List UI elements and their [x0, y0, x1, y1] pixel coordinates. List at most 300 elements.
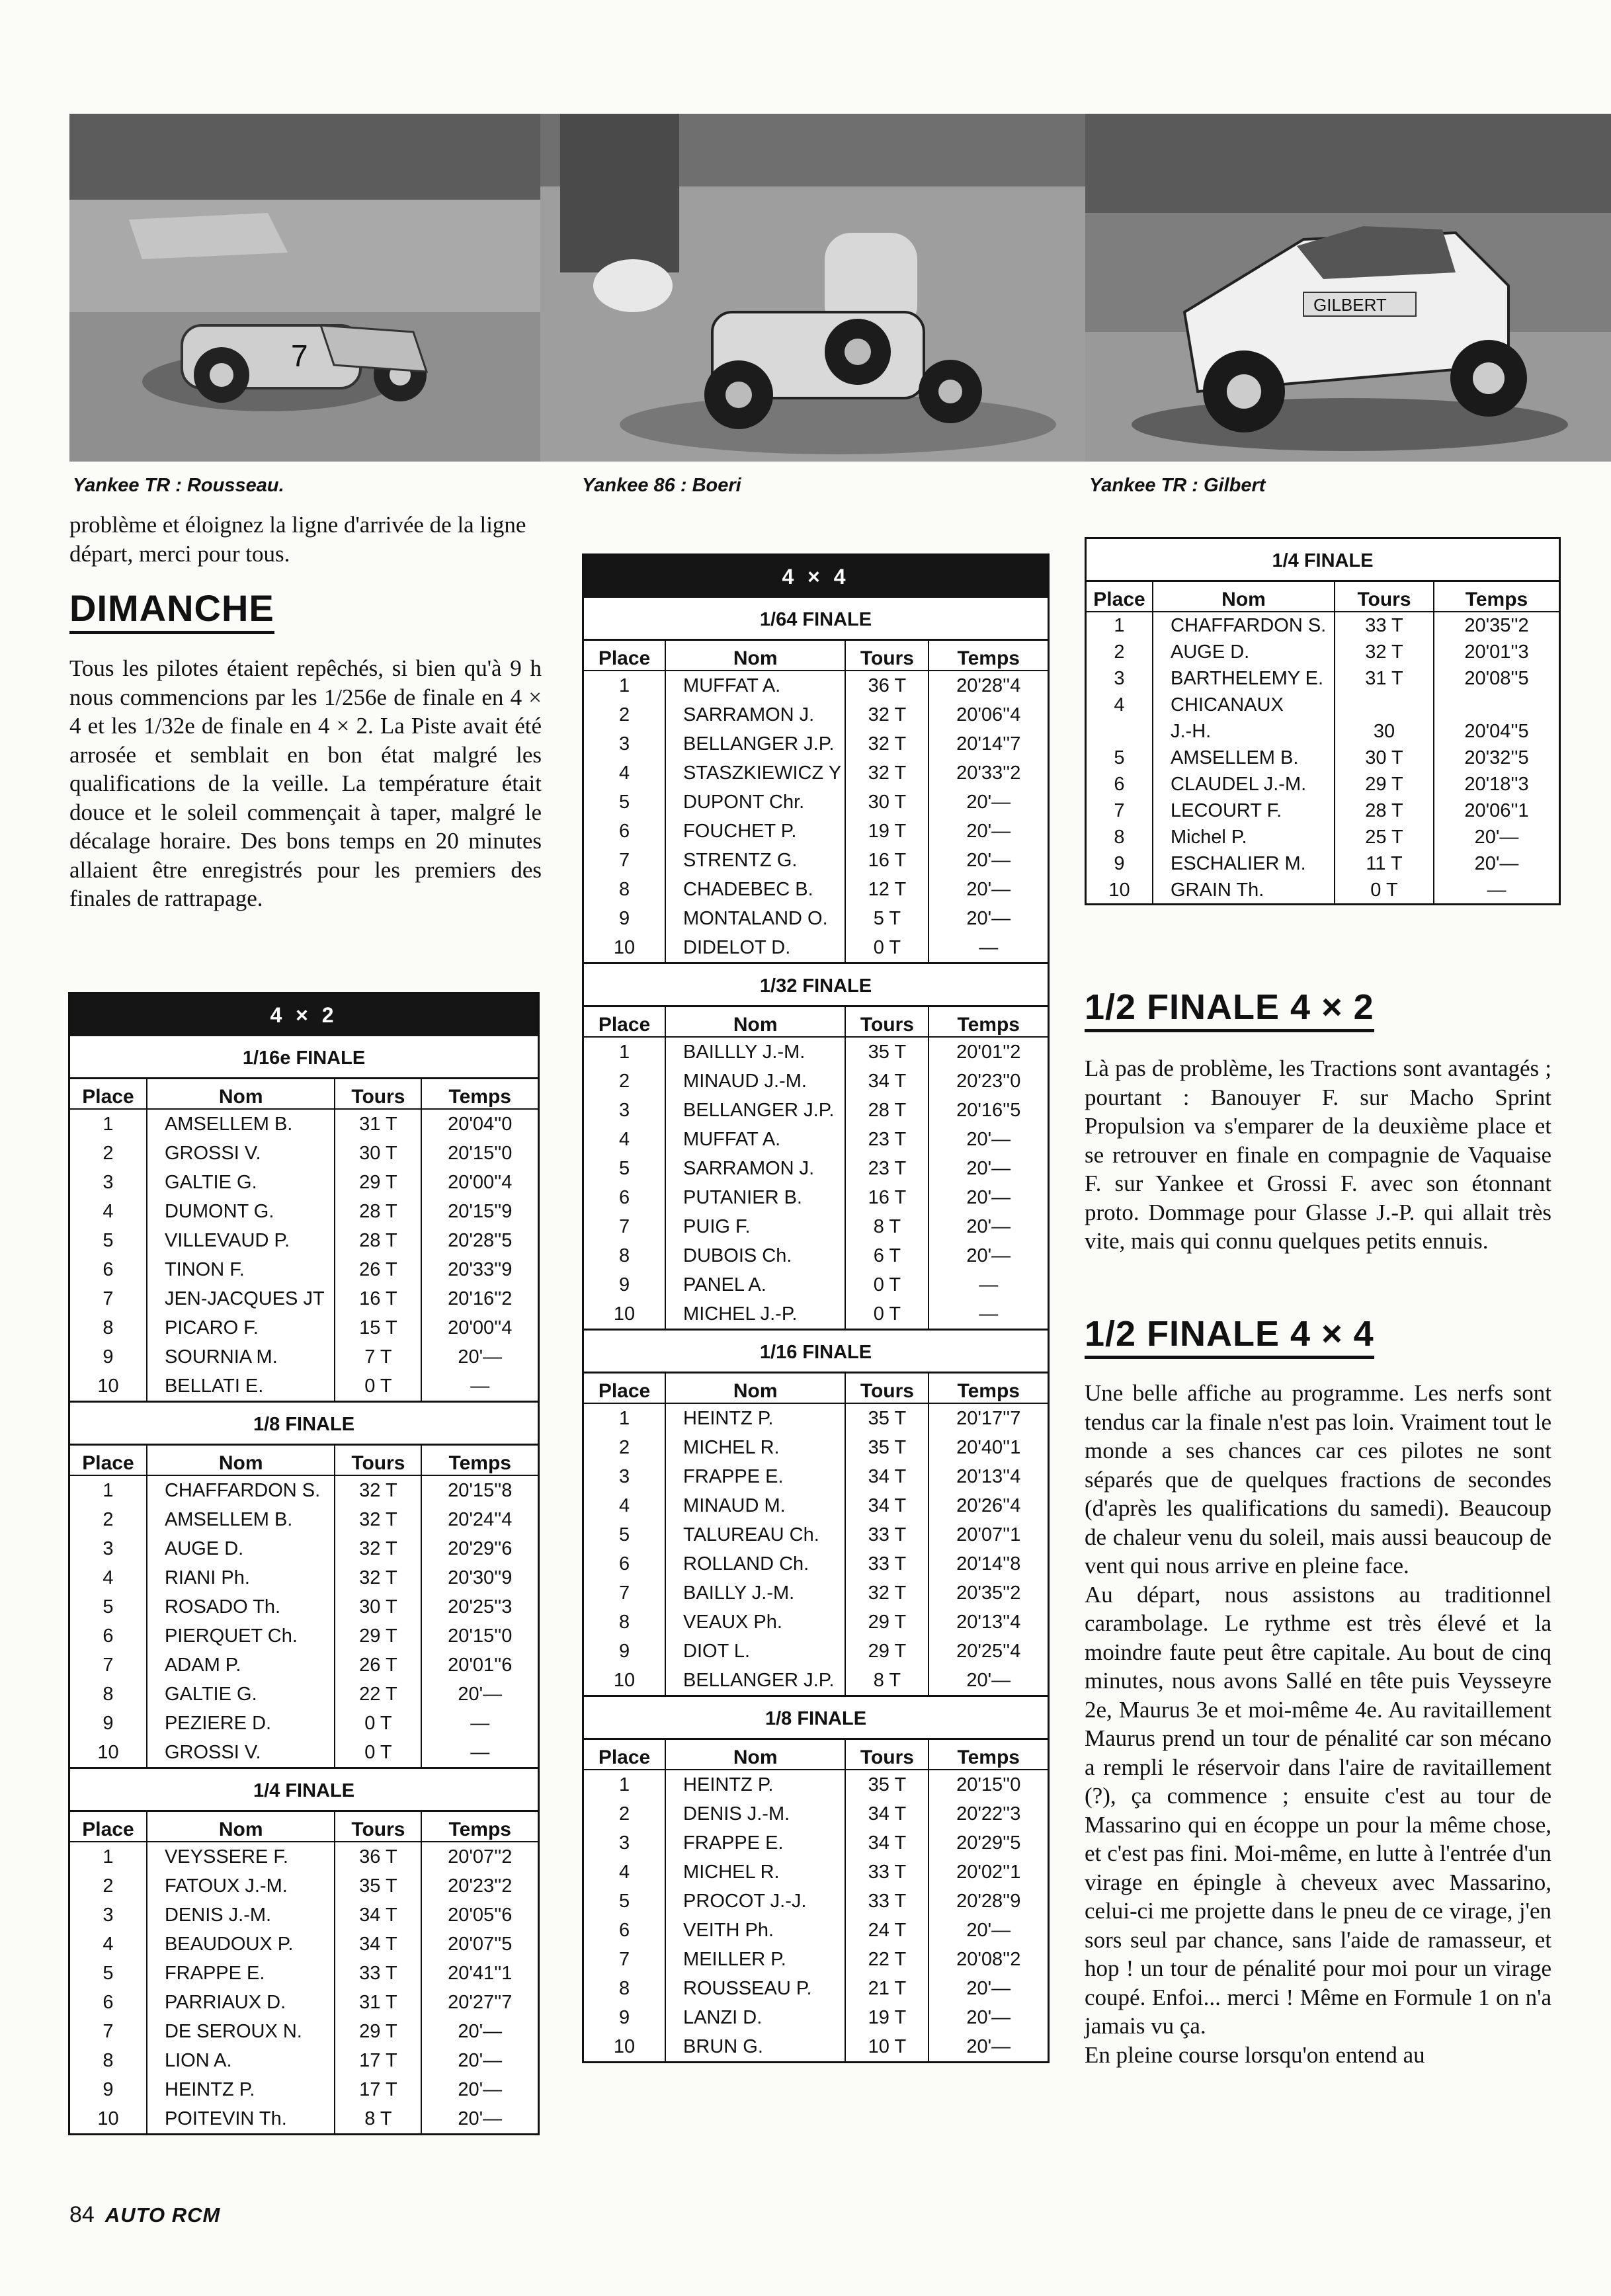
- cell-place: 10: [613, 1303, 636, 1325]
- table-row: [70, 1534, 538, 1563]
- cell-nom: GROSSI V.: [147, 1738, 335, 1767]
- cell-temps: 20'—: [1434, 824, 1559, 850]
- cell-nom: FRAPPE E.: [665, 1828, 845, 1858]
- cell-temps: 20'28''9: [929, 1887, 1048, 1916]
- cell-tours: 30: [1335, 718, 1434, 745]
- table-row: [584, 1270, 1048, 1299]
- cell-temps: 20'29''6: [421, 1534, 538, 1563]
- cell-tours: 6 T: [845, 1241, 929, 1270]
- cell-place: 3: [618, 733, 630, 755]
- table-row: [584, 933, 1048, 962]
- cell-place: 4: [618, 1862, 630, 1883]
- cell-place: 6: [618, 1187, 630, 1208]
- table-row: [70, 1342, 538, 1372]
- page-footer: [69, 2202, 220, 2228]
- cell-nom: Michel P.: [1153, 824, 1335, 850]
- cell-temps: 20'24''4: [421, 1505, 538, 1534]
- cell-tours: 16 T: [845, 1183, 929, 1212]
- cell-nom: FRAPPE E.: [147, 1959, 335, 1988]
- cell-nom: BAILLLY J.-M.: [665, 1037, 845, 1067]
- table-row: [70, 1139, 538, 1168]
- cell-tours: 24 T: [845, 1916, 929, 1945]
- cell-nom: LION A.: [147, 2046, 335, 2075]
- cell-nom: MICHEL R.: [665, 1858, 845, 1887]
- cell-temps: 20'—: [929, 2003, 1048, 2032]
- cell-temps: 20'—: [929, 1241, 1048, 1270]
- cell-tours: 30 T: [335, 1139, 421, 1168]
- cell-place: 6: [618, 821, 630, 842]
- cell-place: 2: [618, 704, 630, 725]
- cell-nom: GALTIE G.: [147, 1680, 335, 1709]
- cell-temps: [1434, 692, 1559, 718]
- cell-place: 4: [103, 1201, 114, 1222]
- cell-place: 3: [103, 1905, 114, 1926]
- caption-boeri: Yankee 86 : Boeri: [582, 475, 741, 496]
- cell-tours: 7 T: [335, 1342, 421, 1372]
- cell-nom: STASZKIEWICZ Y: [665, 758, 845, 788]
- table-row: [584, 846, 1048, 875]
- photo-boeri: [540, 114, 1085, 462]
- t42-section-table: [70, 1812, 538, 2133]
- col-place: Place: [70, 1812, 147, 1842]
- table-row: [70, 1738, 538, 1767]
- cell-tours: 23 T: [845, 1154, 929, 1183]
- cell-temps: 20'18''3: [1434, 771, 1559, 798]
- cell-tours: 28 T: [845, 1096, 929, 1125]
- cell-nom: PIERQUET Ch.: [147, 1621, 335, 1651]
- cell-nom: BEAUDOUX P.: [147, 1930, 335, 1959]
- cell-tours: 34 T: [335, 1930, 421, 1959]
- cell-tours: 28 T: [335, 1197, 421, 1226]
- cell-temps: 20'—: [421, 1680, 538, 1709]
- cell-nom: MUFFAT A.: [665, 671, 845, 700]
- quart-table: [1087, 582, 1559, 903]
- cell-tours: 33 T: [335, 1959, 421, 1988]
- page-number: 84: [69, 2202, 95, 2227]
- table-row: [584, 1212, 1048, 1241]
- cell-nom: RIANI Ph.: [147, 1563, 335, 1592]
- table-row: [584, 817, 1048, 846]
- col-temps: Temps: [929, 641, 1048, 671]
- table-row: [1087, 692, 1559, 718]
- cell-nom: PUIG F.: [665, 1212, 845, 1241]
- cell-nom: CHAFFARDON S.: [147, 1475, 335, 1505]
- cell-place: 1: [1114, 615, 1125, 636]
- col-place: Place: [584, 1374, 665, 1403]
- cell-nom: MUFFAT A.: [665, 1125, 845, 1154]
- table-row: [70, 1505, 538, 1534]
- cell-place: 10: [97, 1742, 119, 1763]
- cell-place: 7: [103, 1288, 114, 1309]
- cell-nom: BELLANGER J.P.: [665, 1666, 845, 1695]
- cell-place: 7: [618, 1216, 630, 1237]
- cell-temps: 20'—: [421, 2046, 538, 2075]
- cell-nom: DENIS J.-M.: [147, 1901, 335, 1930]
- table-row: [584, 1916, 1048, 1945]
- demi-4x2-paragraph: [1085, 1054, 1551, 1256]
- cell-tours: 30 T: [845, 788, 929, 817]
- cell-nom: MINAUD J.-M.: [665, 1067, 845, 1096]
- col-tours: Tours: [845, 1740, 929, 1770]
- cell-temps: 20'06''1: [1434, 798, 1559, 824]
- t44-section-table: [584, 1740, 1048, 2061]
- cell-nom: HEINTZ P.: [665, 1770, 845, 1799]
- cell-place: 9: [103, 1346, 114, 1368]
- table-row: [70, 2104, 538, 2133]
- table-row: [584, 1125, 1048, 1154]
- cell-tours: 29 T: [335, 1168, 421, 1197]
- cell-temps: 20'—: [421, 1342, 538, 1372]
- cell-tours: 17 T: [335, 2075, 421, 2104]
- cell-nom: AMSELLEM B.: [147, 1109, 335, 1139]
- cell-place: 7: [618, 1582, 630, 1604]
- cell-nom: ADAM P.: [147, 1651, 335, 1680]
- cell-temps: 20'33''9: [421, 1255, 538, 1284]
- cell-tours: 35 T: [335, 1871, 421, 1901]
- cell-tours: 0 T: [845, 1270, 929, 1299]
- table-row: [584, 729, 1048, 758]
- table-row: [1087, 665, 1559, 692]
- cell-tours: 32 T: [845, 1578, 929, 1608]
- col-nom: Nom: [665, 1374, 845, 1403]
- cell-tours: 21 T: [845, 1974, 929, 2003]
- t42-section-title: 1/16e FINALE: [70, 1036, 538, 1079]
- cell-temps: 20'07''2: [421, 1842, 538, 1871]
- cell-nom: BELLATI E.: [147, 1372, 335, 1401]
- cell-tours: 0 T: [335, 1709, 421, 1738]
- demi-4x4-text3: En pleine course lorsqu'on entend au: [1085, 2041, 1425, 2068]
- cell-tours: 32 T: [845, 758, 929, 788]
- cell-place: [1087, 718, 1153, 745]
- cell-temps: 20'29''5: [929, 1828, 1048, 1858]
- table-row: [584, 1858, 1048, 1887]
- t44-section-table: [584, 641, 1048, 962]
- cell-temps: 20'41''1: [421, 1959, 538, 1988]
- cell-tours: 0 T: [335, 1738, 421, 1767]
- cell-place: 2: [1114, 641, 1125, 663]
- cell-place: 5: [1114, 747, 1125, 768]
- cell-tours: 33 T: [845, 1887, 929, 1916]
- cell-tours: 33 T: [845, 1549, 929, 1578]
- table-row: [584, 1887, 1048, 1916]
- cell-nom: BAILLY J.-M.: [665, 1578, 845, 1608]
- col-place: Place: [584, 1740, 665, 1770]
- cell-nom: HEINTZ P.: [147, 2075, 335, 2104]
- table-row: [1087, 612, 1559, 639]
- cell-temps: 20'15''8: [421, 1475, 538, 1505]
- cell-place: 2: [103, 1875, 114, 1897]
- cell-temps: 20'16''5: [929, 1096, 1048, 1125]
- cell-nom: AUGE D.: [147, 1534, 335, 1563]
- cell-place: 5: [103, 1963, 114, 1984]
- cell-nom: TALUREAU Ch.: [665, 1520, 845, 1549]
- cell-place: 1: [103, 1480, 114, 1501]
- cell-tours: 32 T: [335, 1563, 421, 1592]
- table-row: [584, 700, 1048, 729]
- cell-nom: LECOURT F.: [1153, 798, 1335, 824]
- cell-temps: —: [421, 1372, 538, 1401]
- cell-tours: 34 T: [335, 1901, 421, 1930]
- table-row: [584, 1491, 1048, 1520]
- t42-section-title: 1/8 FINALE: [70, 1401, 538, 1446]
- cell-temps: 20'—: [929, 904, 1048, 933]
- table-row: [584, 1241, 1048, 1270]
- cell-place: 1: [618, 1042, 630, 1063]
- cell-nom: PICARO F.: [147, 1313, 335, 1342]
- cell-temps: 20'35''2: [929, 1578, 1048, 1608]
- cell-nom: DIDELOT D.: [665, 933, 845, 962]
- table-row: [70, 1372, 538, 1401]
- cell-place: 4: [103, 1934, 114, 1955]
- table-row: [584, 1974, 1048, 2003]
- cell-nom: VILLEVAUD P.: [147, 1226, 335, 1255]
- cell-nom: BELLANGER J.P.: [665, 1096, 845, 1125]
- cell-tours: 34 T: [845, 1799, 929, 1828]
- cell-temps: 20'15''0: [421, 1621, 538, 1651]
- col-nom: Nom: [147, 1812, 335, 1842]
- table-row: [70, 1197, 538, 1226]
- cell-temps: 20'—: [421, 2104, 538, 2133]
- cell-temps: 20'25''4: [929, 1637, 1048, 1666]
- table-row: [584, 1666, 1048, 1695]
- cell-place: 3: [1114, 668, 1125, 689]
- cell-tours: 34 T: [845, 1491, 929, 1520]
- cell-place: 5: [103, 1596, 114, 1618]
- table-row: [584, 1462, 1048, 1491]
- cell-tours: 0 T: [845, 1299, 929, 1329]
- table-row: [584, 1037, 1048, 1067]
- cell-temps: 20'08''5: [1434, 665, 1559, 692]
- cell-tours: 34 T: [845, 1067, 929, 1096]
- cell-temps: 20'28''4: [929, 671, 1048, 700]
- demi-4x2-title: 1/2 FINALE 4 × 2: [1085, 987, 1374, 1032]
- cell-tours: 34 T: [845, 1828, 929, 1858]
- cell-temps: 20'30''9: [421, 1563, 538, 1592]
- cell-place: 8: [618, 1978, 630, 1999]
- cell-nom: BARTHELEMY E.: [1153, 665, 1335, 692]
- cell-nom: STRENTZ G.: [665, 846, 845, 875]
- table-row: [1087, 771, 1559, 798]
- cell-place: 4: [618, 762, 630, 784]
- cell-nom: MICHEL J.-P.: [665, 1299, 845, 1329]
- cell-temps: 20'14''7: [929, 729, 1048, 758]
- cell-place: 8: [103, 2050, 114, 2071]
- dimanche-title: DIMANCHE: [69, 587, 274, 634]
- cell-place: 5: [618, 792, 630, 813]
- cell-temps: —: [929, 933, 1048, 962]
- cell-tours: 36 T: [335, 1842, 421, 1871]
- cell-tours: 19 T: [845, 817, 929, 846]
- table-row: [70, 1563, 538, 1592]
- cell-temps: 20'—: [929, 1916, 1048, 1945]
- cell-temps: 20'01''3: [1434, 639, 1559, 665]
- cell-place: 1: [103, 1114, 114, 1135]
- t44-section-title: 1/16 FINALE: [584, 1329, 1048, 1374]
- cell-tours: 32 T: [335, 1534, 421, 1563]
- cell-place: 6: [103, 1992, 114, 2013]
- table-row: [584, 1183, 1048, 1212]
- cell-place: 5: [618, 1891, 630, 1912]
- cell-temps: 20'15''9: [421, 1197, 538, 1226]
- cell-place: 6: [618, 1553, 630, 1575]
- table-row: [584, 1799, 1048, 1828]
- cell-nom: SARRAMON J.: [665, 700, 845, 729]
- photo-gilbert: [1085, 114, 1611, 462]
- cell-nom: AMSELLEM B.: [147, 1505, 335, 1534]
- cell-nom: SARRAMON J.: [665, 1154, 845, 1183]
- demi-4x2-heading: [1085, 987, 1374, 1032]
- table-row: [70, 1959, 538, 1988]
- cell-place: 7: [618, 850, 630, 871]
- cell-place: 1: [618, 675, 630, 696]
- t44-section-title: 1/8 FINALE: [584, 1695, 1048, 1740]
- cell-nom: MONTALAND O.: [665, 904, 845, 933]
- cell-tours: 35 T: [845, 1037, 929, 1067]
- dimanche-text: Tous les pilotes étaient repêchés, si bien qu'à 9 h nous commencions par les 1/256e de finale en 4 × 4 et les 1/32e de finale en 4 × 2. La Piste avait été arrosée et semblait en bon état malgré les qualifications de la veille. La température était douce et le soleil commençait à taper, malgré le décalage horaire. Des bons temps en 20 minutes allaient être enregistrés pour les premiers des finales de rattrapage.: [69, 655, 542, 911]
- table-row: [70, 1709, 538, 1738]
- cell-tours: 32 T: [335, 1505, 421, 1534]
- cell-tours: 35 T: [845, 1403, 929, 1433]
- cell-tours: 33 T: [845, 1858, 929, 1887]
- cell-tours: 31 T: [1335, 665, 1434, 692]
- cell-temps: 20'23''0: [929, 1067, 1048, 1096]
- cell-temps: 20'—: [929, 1212, 1048, 1241]
- cell-tours: 26 T: [335, 1651, 421, 1680]
- cell-tours: 31 T: [335, 1988, 421, 2017]
- cell-place: 4: [618, 1129, 630, 1150]
- demi-4x2-text: Là pas de problème, les Tractions sont avantagés ; pourtant : Banouyer F. sur Macho Sprint Propulsion va s'emparer de la deuxième place et se retrouver en finale en compagnie de Vaquaise F. sur Yankee et Grossi F. avec son étonnant proto. Dommage pour Glasse J.-P. qui allait très vite, mais qui connu quelques petits ennuis.: [1085, 1055, 1551, 1254]
- demi-4x4-title: 1/2 FINALE 4 × 4: [1085, 1313, 1374, 1359]
- table-row: [584, 904, 1048, 933]
- col-temps: Temps: [929, 1007, 1048, 1037]
- cell-nom: VEAUX Ph.: [665, 1608, 845, 1637]
- cell-place: 3: [618, 1832, 630, 1854]
- table-row: [1087, 877, 1559, 903]
- cell-place: 9: [1114, 853, 1125, 874]
- cell-nom: DUBOIS Ch.: [665, 1241, 845, 1270]
- cell-temps: 20'06''4: [929, 700, 1048, 729]
- cell-place: 2: [618, 1803, 630, 1824]
- cell-nom: MICHEL R.: [665, 1433, 845, 1462]
- cell-place: 10: [97, 2108, 119, 2129]
- table-row: [70, 1475, 538, 1505]
- table-row: [584, 1299, 1048, 1329]
- rc-car-photo-3: [1085, 114, 1611, 462]
- table-row: [70, 1651, 538, 1680]
- cell-temps: 20'22''3: [929, 1799, 1048, 1828]
- col-tours: Tours: [335, 1446, 421, 1475]
- cell-place: 7: [618, 1949, 630, 1970]
- table-row: [70, 2017, 538, 2046]
- cell-temps: 20'00''4: [421, 1168, 538, 1197]
- cell-nom: ROLLAND Ch.: [665, 1549, 845, 1578]
- demi-4x4-heading: [1085, 1313, 1374, 1359]
- cell-tours: 0 T: [845, 933, 929, 962]
- cell-nom: HEINTZ P.: [665, 1403, 845, 1433]
- table-row: [70, 1255, 538, 1284]
- car-sticker: GILBERT: [1313, 295, 1387, 315]
- cell-nom: MINAUD M.: [665, 1491, 845, 1520]
- cell-temps: —: [421, 1738, 538, 1767]
- col-place: Place: [1087, 582, 1153, 612]
- intro-paragraph: [69, 511, 542, 568]
- cell-tours: 8 T: [845, 1212, 929, 1241]
- cell-temps: 20'28''5: [421, 1226, 538, 1255]
- results-table-quart: [1085, 537, 1561, 905]
- photo-rousseau: [69, 114, 540, 462]
- results-table-4x4: [582, 554, 1050, 2063]
- cell-place: 9: [618, 1641, 630, 1662]
- table-row: [70, 1871, 538, 1901]
- cell-tours: 0 T: [335, 1372, 421, 1401]
- cell-tours: 35 T: [845, 1770, 929, 1799]
- cell-tours: 15 T: [335, 1313, 421, 1342]
- cell-place: 5: [618, 1158, 630, 1179]
- cell-tours: 29 T: [1335, 771, 1434, 798]
- t42-section-title: 1/4 FINALE: [70, 1767, 538, 1812]
- cell-temps: 20'—: [421, 2017, 538, 2046]
- table-row: [70, 1168, 538, 1197]
- cell-place: 10: [613, 937, 636, 958]
- cell-tours: 35 T: [845, 1433, 929, 1462]
- table-row: [70, 1109, 538, 1139]
- cell-nom: FOUCHET P.: [665, 817, 845, 846]
- col-temps: Temps: [421, 1446, 538, 1475]
- table-row: [584, 671, 1048, 700]
- magazine-name: AUTO RCM: [104, 2203, 221, 2227]
- cell-place: 3: [103, 1538, 114, 1559]
- col-nom: Nom: [1153, 582, 1335, 612]
- caption-rousseau: Yankee TR : Rousseau.: [73, 475, 284, 496]
- cell-tours: 16 T: [335, 1284, 421, 1313]
- cell-tours: 28 T: [335, 1226, 421, 1255]
- cell-nom: FATOUX J.-M.: [147, 1871, 335, 1901]
- cell-place: 4: [103, 1567, 114, 1588]
- cell-place: 1: [103, 1846, 114, 1867]
- cell-temps: 20'—: [929, 1154, 1048, 1183]
- cell-tours: 16 T: [845, 846, 929, 875]
- cell-temps: 20'—: [929, 2032, 1048, 2061]
- cell-place: 6: [103, 1625, 114, 1647]
- cell-temps: 20'—: [929, 846, 1048, 875]
- cell-nom: VEITH Ph.: [665, 1916, 845, 1945]
- cell-temps: —: [421, 1709, 538, 1738]
- cell-place: 1: [618, 1408, 630, 1429]
- table-row: [1087, 824, 1559, 850]
- cell-place: 10: [1108, 880, 1130, 901]
- col-tours: Tours: [845, 1374, 929, 1403]
- cell-place: 9: [618, 2007, 630, 2028]
- cell-temps: 20'23''2: [421, 1871, 538, 1901]
- demi-4x4-text: Une belle affiche au programme. Les nerfs sont tendus car la finale n'est pas loin. Vraiment tout le monde a ses chances car ces pilotes ne sont séparés que de quelques fractions de secondes (d'après les qualifications du samedi). Beaucoup de chaleur venu du soleil, mais aussi beaucoup de vent qui nous arrive en pleine face.: [1085, 1380, 1551, 1578]
- cell-nom: DE SEROUX N.: [147, 2017, 335, 2046]
- cell-tours: 31 T: [335, 1109, 421, 1139]
- t42-section-table: [70, 1079, 538, 1401]
- cell-nom: DENIS J.-M.: [665, 1799, 845, 1828]
- col-tours: Tours: [335, 1812, 421, 1842]
- cell-temps: 20'04''5: [1434, 718, 1559, 745]
- demi-4x4-paragraph: [1085, 1379, 1551, 2069]
- table-quart-title: 1/4 FINALE: [1087, 539, 1559, 582]
- cell-nom: PROCOT J.-J.: [665, 1887, 845, 1916]
- table-row: [584, 1945, 1048, 1974]
- cell-place: 9: [618, 908, 630, 929]
- cell-place: 9: [103, 1713, 114, 1734]
- table-row: [584, 2003, 1048, 2032]
- cell-temps: 20'13''4: [929, 1608, 1048, 1637]
- cell-place: 2: [103, 1509, 114, 1530]
- cell-place: 8: [1114, 827, 1125, 848]
